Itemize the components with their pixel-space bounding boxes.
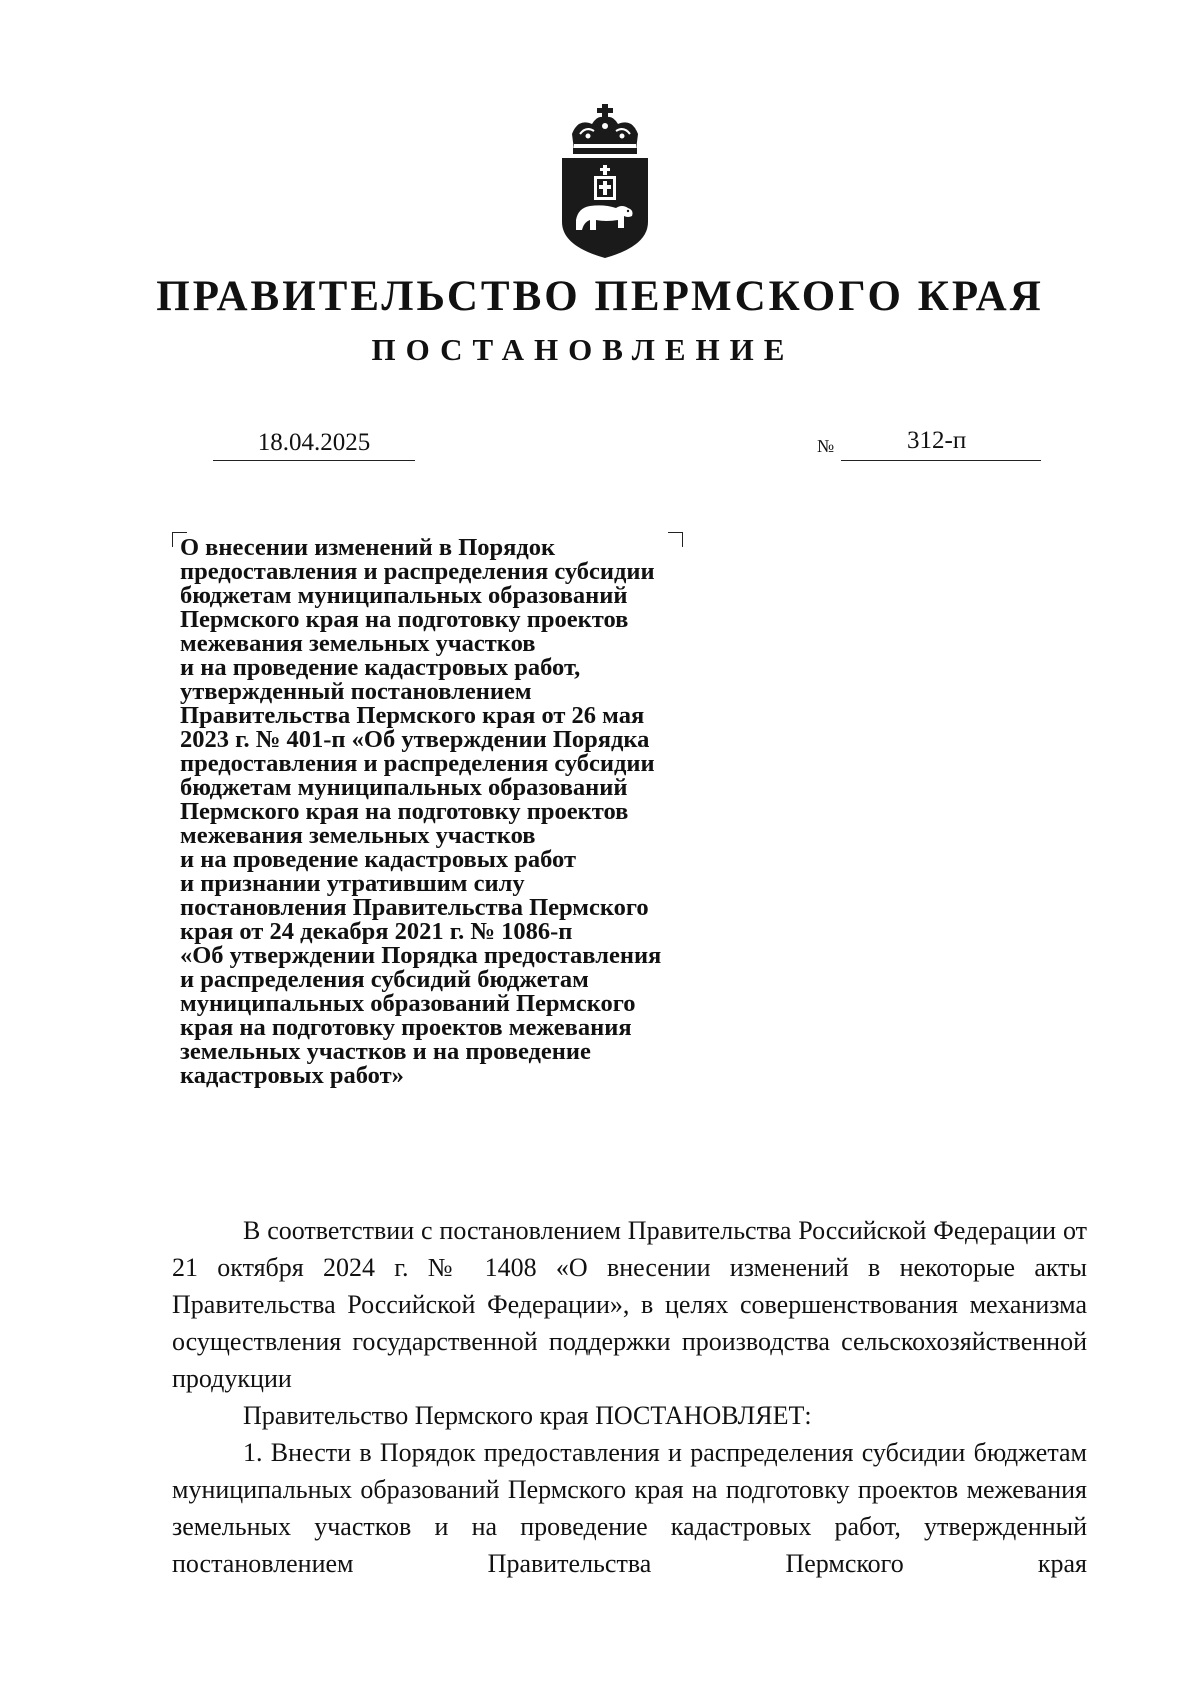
subject-line: предоставления и распределения субсидии (180, 558, 655, 585)
subject-line: и на проведение кадастровых работ (180, 846, 577, 873)
subject-line: постановления Правительства Пермского (180, 894, 649, 921)
document-body (172, 1212, 1087, 1582)
document-number-field (841, 424, 1041, 461)
subject-line: земельных участков и на проведение (180, 1038, 591, 1065)
subject-line: края от 24 декабря 2021 г. № 1086-п (180, 918, 573, 945)
subject-line: межевания земельных участков (180, 630, 536, 657)
subject-line: «Об утверждении Порядка предоставления (180, 942, 662, 969)
perm-krai-coat-of-arms-icon (556, 104, 654, 260)
document-number: 312-п (907, 427, 967, 454)
subject-line: утвержденный постановлением (180, 678, 532, 705)
subject-line: и распределения субсидий бюджетам (180, 966, 589, 993)
subject-line: края на подготовку проектов межевания (180, 1014, 632, 1041)
number-sign: № (817, 436, 835, 456)
subject-line: Пермского края на подготовку проектов (180, 798, 629, 825)
subject-line: межевания земельных участков (180, 822, 536, 849)
subject-line: бюджетам муниципальных образований (180, 774, 628, 801)
subject-line: и признании утратившим силу (180, 870, 525, 897)
subject-line: кадастровых работ» (180, 1062, 404, 1089)
subject-line: О внесении изменений в Порядок (180, 534, 556, 561)
document-date: 18.04.2025 (213, 426, 415, 461)
subject-line: Правительства Пермского края от 26 мая (180, 702, 645, 729)
document-subject (180, 536, 740, 1088)
subject-line: бюджетам муниципальных образований (180, 582, 628, 609)
subject-line: муниципальных образований Пермского (180, 990, 636, 1017)
government-title: ПРАВИТЕЛЬСТВО ПЕРМСКОГО КРАЯ (156, 273, 1044, 320)
resolution-statement: Правительство Пермского края ПОСТАНОВЛЯЕТ: (243, 1401, 812, 1430)
subject-line: Пермского края на подготовку проектов (180, 606, 629, 633)
subject-line: 2023 г. № 401-п «Об утверждении Порядка (180, 726, 650, 753)
subject-line: и на проведение кадастровых работ, (180, 654, 581, 681)
subject-line: предоставления и распределения субсидии (180, 750, 655, 777)
preamble-paragraph: В соответствии с постановлением Правительства Российской Федерации от 21 октября 2024 г. № 1408 «О внесении изменений в некоторые акты Правительства Российской Федерации», в целях совершенствования механизма осуществления государственной поддержки производства сельскохозяйственной продукции (172, 1216, 1087, 1393)
document-type-title: ПОСТАНОВЛЕНИЕ (371, 332, 795, 367)
clause-1-paragraph: 1. Внести в Порядок предоставления и распределения субсидии бюджетам муниципальных образований Пермского края на подготовку проектов межевания земельных участков и на проведение кадастровых работ, утвержденный постановлением Правительства Пермского края (172, 1438, 1087, 1578)
